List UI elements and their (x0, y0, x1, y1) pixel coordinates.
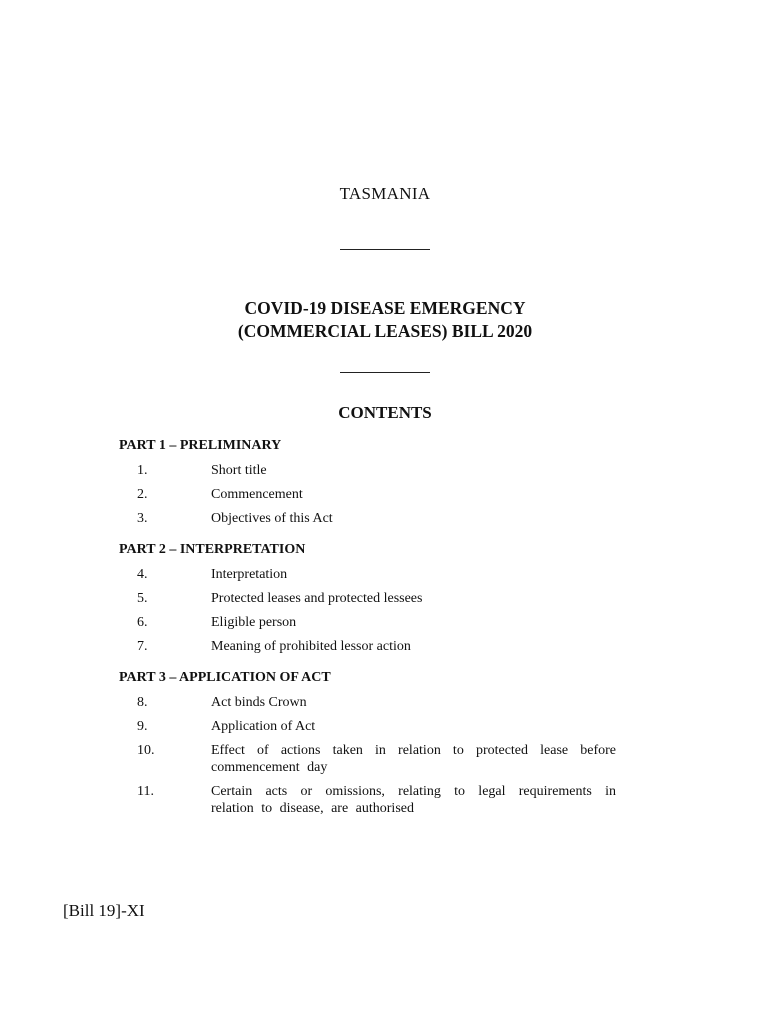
section-number: 3. (137, 511, 148, 526)
section-number: 5. (137, 591, 148, 606)
section-number: 1. (137, 463, 148, 478)
bill-title-line-1: COVID-19 DISEASE EMERGENCY (244, 298, 526, 318)
section-number: 2. (137, 487, 148, 502)
separator-rule (340, 372, 430, 373)
bill-reference: [Bill 19]-XI (63, 901, 145, 920)
section-title[interactable]: Meaning of prohibited lessor action (211, 639, 411, 654)
bill-title (0, 297, 770, 343)
section-title[interactable]: Application of Act (211, 719, 316, 734)
section-title[interactable]: Eligible person (211, 615, 297, 630)
section-title[interactable]: Commencement (211, 487, 303, 502)
section-number: 4. (137, 567, 148, 582)
section-title[interactable]: Protected leases and protected lessees (211, 591, 423, 606)
section-title[interactable]: Short title (211, 463, 267, 478)
section-title[interactable]: Effect of actions taken in relation to protected lease before commencement day (211, 743, 616, 775)
bill-title-line-2: (COMMERCIAL LEASES) BILL 2020 (237, 321, 533, 341)
section-title[interactable]: Interpretation (211, 567, 288, 582)
part-heading: PART 2 – INTERPRETATION (119, 542, 306, 557)
section-title[interactable]: Act binds Crown (211, 695, 307, 710)
jurisdiction-heading: TASMANIA (339, 184, 431, 203)
section-number: 8. (137, 695, 148, 710)
section-number: 7. (137, 639, 148, 654)
separator-rule (340, 249, 430, 250)
section-title[interactable]: Certain acts or omissions, relating to legal requirements in relation to disease, are authorised (211, 784, 616, 816)
section-number: 9. (137, 719, 148, 734)
section-number: 10. (137, 743, 155, 758)
contents-heading: CONTENTS (338, 403, 432, 422)
section-title[interactable]: Objectives of this Act (211, 511, 333, 526)
part-heading: PART 1 – PRELIMINARY (119, 438, 282, 453)
part-heading: PART 3 – APPLICATION OF ACT (119, 670, 331, 685)
section-number: 11. (137, 784, 154, 799)
section-number: 6. (137, 615, 148, 630)
